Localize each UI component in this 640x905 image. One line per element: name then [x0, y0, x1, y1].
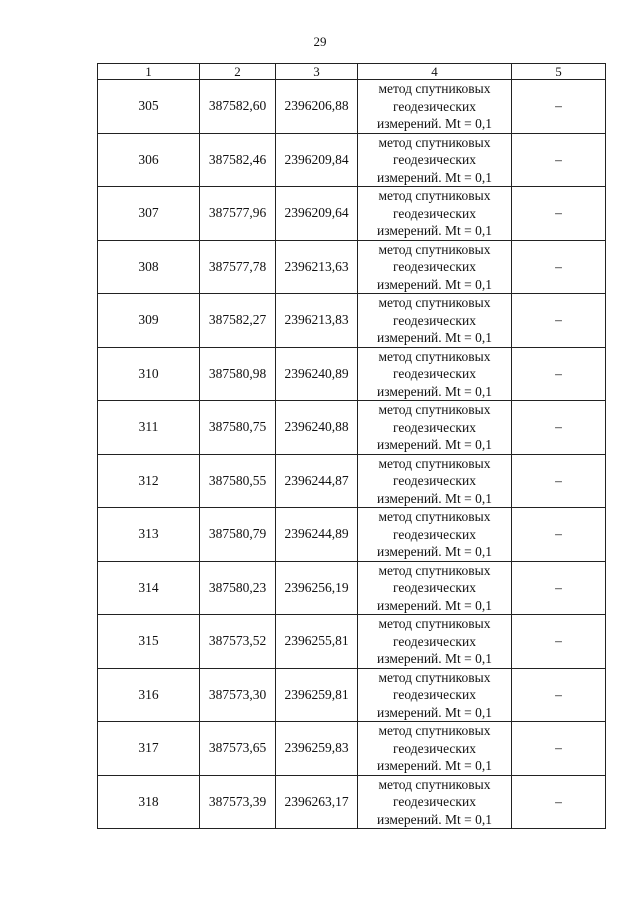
method-line-2: геодезических	[393, 205, 476, 221]
point-number-cell: 306	[98, 133, 200, 187]
column-5-cell: –	[512, 187, 606, 241]
point-number-cell: 305	[98, 80, 200, 134]
x-coordinate-cell: 387582,60	[200, 80, 276, 134]
method-line-2: геодезических	[393, 259, 476, 274]
y-coordinate-cell: 2396259,81	[276, 668, 358, 722]
point-number-cell: 314	[98, 561, 200, 615]
method-cell	[358, 80, 512, 134]
table-row	[98, 615, 606, 669]
method-line-2: геодезических	[393, 419, 476, 435]
method-line-1: метод спутниковых	[378, 776, 491, 792]
method-line-2: геодезических	[393, 152, 476, 167]
point-number-cell: 310	[98, 347, 200, 401]
column-5-cell: –	[512, 133, 606, 187]
method-line-3: измерений. Mt = 0,1	[376, 169, 493, 185]
x-coordinate-cell: 387580,79	[200, 508, 276, 562]
y-coordinate-cell: 2396206,88	[276, 80, 358, 134]
y-coordinate-cell: 2396240,88	[276, 401, 358, 455]
column-5-cell: –	[512, 561, 606, 615]
method-line-2: геодезических	[393, 687, 476, 702]
x-coordinate-cell: 387580,55	[200, 454, 276, 508]
method-line-3: измерений. Mt = 0,1	[376, 811, 493, 827]
y-coordinate-cell: 2396240,89	[276, 347, 358, 401]
method-cell	[358, 401, 512, 455]
method-line-1: метод спутниковых	[378, 241, 491, 257]
method-line-1: метод спутниковых	[378, 348, 491, 364]
method-line-2: геодезических	[393, 312, 476, 328]
method-line-1: метод спутниковых	[378, 562, 491, 578]
method-line-1: метод спутниковых	[378, 188, 491, 203]
x-coordinate-cell: 387577,96	[200, 187, 276, 241]
method-line-2: геодезических	[393, 633, 476, 649]
column-5-cell: –	[512, 668, 606, 722]
method-line-1: метод спутниковых	[378, 295, 491, 310]
column-5-cell: –	[512, 294, 606, 348]
column-header-4: 4	[358, 64, 512, 80]
column-header-2: 2	[200, 64, 276, 80]
column-5-cell: –	[512, 722, 606, 776]
column-header-1: 1	[98, 64, 200, 80]
method-line-2: геодезических	[393, 526, 476, 542]
column-5-cell: –	[512, 80, 606, 134]
table-row	[98, 294, 606, 348]
x-coordinate-cell: 387573,39	[200, 775, 276, 829]
method-line-1: метод спутниковых	[378, 134, 491, 150]
column-5-cell: –	[512, 615, 606, 669]
x-coordinate-cell: 387573,30	[200, 668, 276, 722]
column-5-cell: –	[512, 508, 606, 562]
column-5-cell: –	[512, 401, 606, 455]
table-row	[98, 561, 606, 615]
y-coordinate-cell: 2396209,64	[276, 187, 358, 241]
point-number-cell: 317	[98, 722, 200, 776]
method-line-2: геодезических	[393, 98, 476, 114]
coordinates-table	[97, 63, 606, 829]
point-number-cell: 309	[98, 294, 200, 348]
x-coordinate-cell: 387580,23	[200, 561, 276, 615]
table-row	[98, 133, 606, 187]
method-cell	[358, 508, 512, 562]
method-line-3: измерений. Mt = 0,1	[376, 490, 493, 506]
column-5-cell: –	[512, 240, 606, 294]
y-coordinate-cell: 2396263,17	[276, 775, 358, 829]
method-line-3: измерений. Mt = 0,1	[376, 651, 493, 666]
table-row	[98, 240, 606, 294]
y-coordinate-cell: 2396213,83	[276, 294, 358, 348]
method-cell	[358, 615, 512, 669]
method-cell	[358, 775, 512, 829]
x-coordinate-cell: 387582,46	[200, 133, 276, 187]
x-coordinate-cell: 387580,98	[200, 347, 276, 401]
method-line-3: измерений. Mt = 0,1	[376, 758, 493, 773]
point-number-cell: 312	[98, 454, 200, 508]
point-number-cell: 313	[98, 508, 200, 562]
method-line-1: метод спутниковых	[378, 81, 491, 96]
column-5-cell: –	[512, 775, 606, 829]
x-coordinate-cell: 387577,78	[200, 240, 276, 294]
table-row	[98, 722, 606, 776]
method-cell	[358, 454, 512, 508]
method-line-2: геодезических	[393, 580, 476, 595]
table-row	[98, 347, 606, 401]
method-cell	[358, 133, 512, 187]
method-cell	[358, 722, 512, 776]
method-cell	[358, 347, 512, 401]
x-coordinate-cell: 387582,27	[200, 294, 276, 348]
method-line-1: метод спутниковых	[378, 616, 491, 631]
y-coordinate-cell: 2396259,83	[276, 722, 358, 776]
table-row	[98, 80, 606, 134]
point-number-cell: 315	[98, 615, 200, 669]
table-row	[98, 775, 606, 829]
table-row	[98, 454, 606, 508]
method-line-3: измерений. Mt = 0,1	[376, 276, 493, 292]
point-number-cell: 316	[98, 668, 200, 722]
column-header-5: 5	[512, 64, 606, 80]
y-coordinate-cell: 2396209,84	[276, 133, 358, 187]
column-header-3: 3	[276, 64, 358, 80]
method-line-3: измерений. Mt = 0,1	[376, 597, 493, 613]
method-line-3: измерений. Mt = 0,1	[376, 544, 493, 559]
method-cell	[358, 561, 512, 615]
x-coordinate-cell: 387573,65	[200, 722, 276, 776]
method-line-3: измерений. Mt = 0,1	[376, 437, 493, 452]
method-line-2: геодезических	[393, 473, 476, 488]
table-row	[98, 668, 606, 722]
method-line-3: измерений. Mt = 0,1	[376, 116, 493, 131]
column-5-cell: –	[512, 347, 606, 401]
method-line-3: измерений. Mt = 0,1	[376, 223, 493, 238]
point-number-cell: 308	[98, 240, 200, 294]
page-number: 29	[313, 34, 327, 49]
method-line-2: геодезических	[393, 794, 476, 809]
method-cell	[358, 187, 512, 241]
table-row	[98, 401, 606, 455]
method-line-1: метод спутниковых	[378, 402, 491, 417]
table-row	[98, 187, 606, 241]
table-row	[98, 508, 606, 562]
y-coordinate-cell: 2396244,89	[276, 508, 358, 562]
method-line-2: геодезических	[393, 366, 476, 381]
y-coordinate-cell: 2396256,19	[276, 561, 358, 615]
point-number-cell: 318	[98, 775, 200, 829]
x-coordinate-cell: 387573,52	[200, 615, 276, 669]
column-5-cell: –	[512, 454, 606, 508]
method-cell	[358, 294, 512, 348]
y-coordinate-cell: 2396255,81	[276, 615, 358, 669]
y-coordinate-cell: 2396213,63	[276, 240, 358, 294]
method-line-1: метод спутниковых	[378, 669, 491, 685]
y-coordinate-cell: 2396244,87	[276, 454, 358, 508]
method-cell	[358, 240, 512, 294]
method-line-3: измерений. Mt = 0,1	[376, 704, 493, 720]
method-cell	[358, 668, 512, 722]
point-number-cell: 307	[98, 187, 200, 241]
table-header-row	[98, 64, 606, 80]
method-line-2: геодезических	[393, 740, 476, 756]
method-line-3: измерений. Mt = 0,1	[376, 383, 493, 399]
method-line-3: измерений. Mt = 0,1	[376, 330, 493, 345]
method-line-1: метод спутниковых	[378, 455, 491, 471]
method-line-1: метод спутниковых	[378, 723, 491, 738]
x-coordinate-cell: 387580,75	[200, 401, 276, 455]
method-line-1: метод спутниковых	[378, 509, 491, 524]
point-number-cell: 311	[98, 401, 200, 455]
